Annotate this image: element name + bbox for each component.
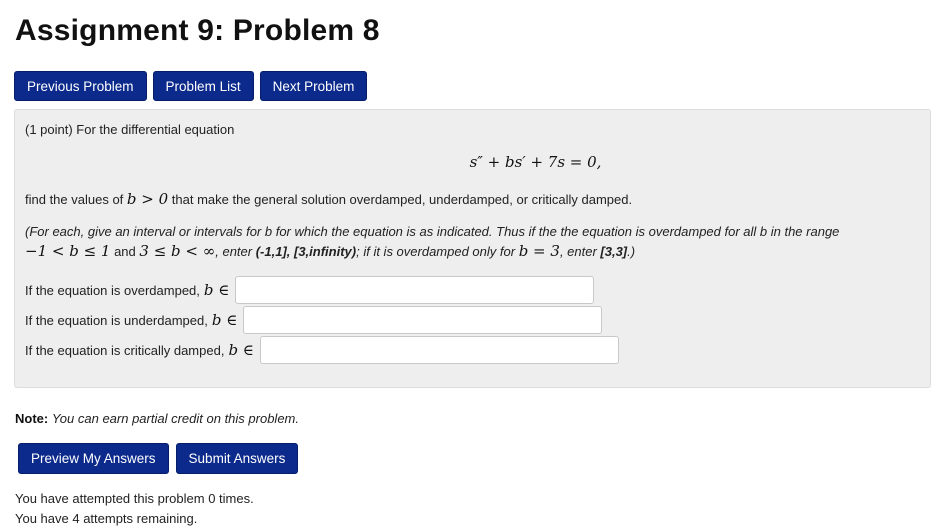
partial-credit-note <box>15 411 299 426</box>
b-in-symbol: b ∈ <box>228 341 254 359</box>
question-prefix: find the values of <box>25 192 127 207</box>
preview-answers-button[interactable]: Preview My Answers <box>18 443 169 474</box>
b-in-symbol: b ∈ <box>211 311 238 329</box>
differential-equation <box>15 153 930 171</box>
answer-actions <box>18 443 298 474</box>
problem-navigation <box>14 71 367 101</box>
instr-and: and <box>110 244 140 259</box>
previous-problem-button[interactable]: Previous Problem <box>14 71 147 101</box>
instr-math-range-1: −1 < b ≤ 1 <box>25 242 111 260</box>
overdamped-row <box>25 276 594 304</box>
attempts-remaining-text: You have 4 attempts remaining. <box>15 511 198 526</box>
page-title: Assignment 9: Problem 8 <box>15 14 380 47</box>
critically-damped-row <box>25 336 619 364</box>
overdamped-label: If the equation is overdamped, <box>25 282 200 298</box>
instr-enter: , enter <box>215 244 256 259</box>
critically-damped-label: If the equation is critically damped, <box>25 342 225 358</box>
underdamped-row <box>25 306 602 334</box>
equation-text: s″ + bs′ + 7s = 0, <box>469 153 602 171</box>
question-condition: b > 0 <box>126 190 169 208</box>
underdamped-label: If the equation is underdamped, <box>25 312 208 328</box>
submit-answers-button[interactable]: Submit Answers <box>176 443 299 474</box>
instr-example-2: [3,3] <box>600 244 628 259</box>
question-suffix: that make the general solution overdamped, underdamped, or critically damped. <box>168 192 633 207</box>
attempts-made-text: You have attempted this problem 0 times. <box>15 491 254 506</box>
instructions-line-1: (For each, give an interval or intervals for b for which the equation is as indicated. Thus if the the equation is overdamped for all b in the range <box>25 224 840 239</box>
overdamped-answer-input[interactable] <box>235 276 594 304</box>
problem-intro: (1 point) For the differential equation <box>25 122 235 137</box>
instr-math-equal: b = 3 <box>518 242 560 260</box>
problem-question <box>25 190 632 208</box>
instr-example-1: (-1,1], [3,infinity) <box>255 244 357 259</box>
critically-damped-answer-input[interactable] <box>260 336 619 364</box>
attempt-status <box>15 489 254 529</box>
instr-math-range-2: 3 ≤ b < ∞ <box>139 242 216 260</box>
b-in-symbol: b ∈ <box>203 281 230 299</box>
instructions-line-2 <box>25 242 635 260</box>
instr-enter-2: , enter <box>559 244 601 259</box>
problem-panel <box>14 109 931 388</box>
underdamped-answer-input[interactable] <box>243 306 602 334</box>
problem-list-button[interactable]: Problem List <box>153 71 254 101</box>
instr-close: .) <box>627 244 636 259</box>
instr-mid: ; if it is overdamped only for <box>356 244 519 259</box>
next-problem-button[interactable]: Next Problem <box>260 71 368 101</box>
note-text: You can earn partial credit on this problem. <box>51 411 299 426</box>
note-label: Note: <box>15 411 49 426</box>
